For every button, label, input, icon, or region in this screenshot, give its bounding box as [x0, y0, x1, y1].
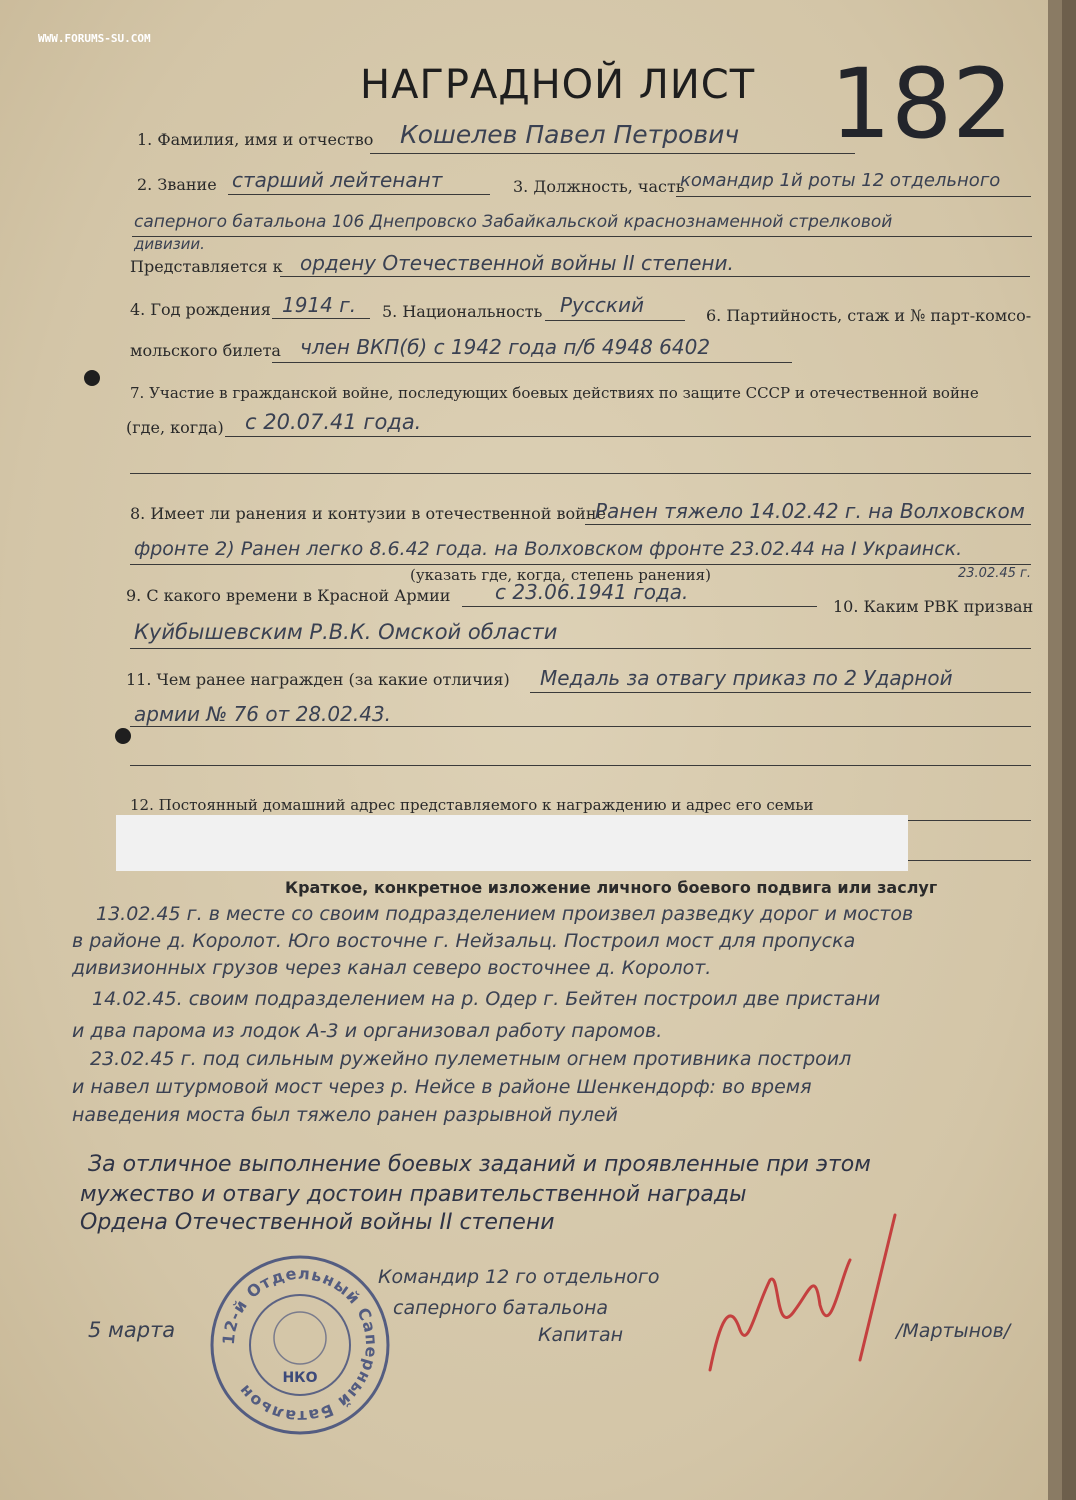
conclusion-line: мужество и отвагу достоин правительственной награды — [80, 1182, 747, 1207]
underline — [272, 362, 792, 363]
signature-line: Капитан — [538, 1324, 624, 1346]
birth-year-label: 4. Год рождения — [130, 300, 271, 319]
punch-hole — [115, 728, 131, 744]
feat-line: в районе д. Королот. Юго восточне г. Нейзальц. Построил мост для пропуска — [72, 930, 856, 952]
rvk-value: Куйбышевским Р.В.К. Омской области — [134, 620, 558, 644]
underline — [130, 726, 1031, 727]
signature-line: Командир 12 го отдельного — [378, 1266, 660, 1288]
rank-label: 2. Звание — [137, 175, 217, 194]
nationality-value: Русский — [560, 293, 644, 317]
position-value-3: дивизии. — [134, 235, 205, 253]
underline — [130, 648, 1031, 649]
unit-stamp — [205, 1250, 395, 1440]
feat-line: наведения моста был тяжело ранен разрывной пулей — [72, 1104, 618, 1126]
army-since-label: 9. С какого времени в Красной Армии — [126, 586, 451, 605]
party-value: член ВКП(б) с 1942 года п/б 4948 6402 — [300, 335, 711, 359]
wounds-label: 8. Имеет ли ранения и контузии в отечественной войне — [130, 504, 606, 523]
rank-value: старший лейтенант — [232, 168, 443, 192]
red-signature-mark — [700, 1210, 910, 1385]
underline — [228, 194, 490, 195]
rvk-label: 10. Каким РВК призван — [833, 597, 1034, 616]
birth-year-value: 1914 г. — [282, 293, 357, 317]
nationality-label: 5. Национальность — [382, 302, 543, 321]
underline — [130, 473, 1031, 474]
underline — [530, 692, 1031, 693]
underline — [585, 524, 1031, 525]
position-value-2: саперного батальона 106 Днепровско Забайкальской краснознаменной стрелковой — [134, 212, 893, 232]
surname-label: 1. Фамилия, имя и отчество — [137, 130, 374, 149]
underline — [370, 153, 855, 154]
corner-number: 182 — [830, 48, 1014, 160]
signature-line: саперного батальона — [393, 1297, 609, 1319]
underline — [130, 765, 1031, 766]
feat-line: и два парома из лодок А-3 и организовал работу паромов. — [72, 1020, 663, 1042]
wounds-value-2: фронте 2) Ранен легко 8.6.42 года. на Волховском фронте 23.02.44 на I Украинск. — [134, 538, 963, 560]
feat-line: дивизионных грузов через канал северо восточнее д. Королот. — [72, 957, 712, 979]
awards-value-2: армии № 76 от 28.02.43. — [134, 702, 392, 726]
page-edge — [1048, 0, 1062, 1500]
watermark: WWW.FORUMS-SU.COM — [38, 32, 151, 45]
party-label-2: мольского билета — [130, 341, 281, 360]
signature-date: 5 марта — [88, 1318, 176, 1342]
surname-value: Кошелев Павел Петрович — [400, 120, 740, 149]
feat-line: 14.02.45. своим подразделением на р. Одер г. Бейтен построил две пристани — [92, 988, 881, 1010]
service-label-2: (где, когда) — [126, 418, 224, 437]
underline — [908, 860, 1031, 861]
underline — [272, 318, 370, 319]
punch-hole — [84, 370, 100, 386]
wounds-note: (указать где, когда, степень ранения) — [410, 566, 711, 584]
army-since-value: с 23.06.1941 года. — [495, 580, 689, 604]
service-label: 7. Участие в гражданской войне, последующих боевых действиях по защите СССР и отечественной войне — [130, 384, 979, 402]
underline — [545, 320, 685, 321]
feat-title: Краткое, конкретное изложение личного боевого подвига или заслуг — [285, 878, 938, 897]
underline — [130, 564, 1031, 565]
feat-line: 13.02.45 г. в месте со своим подразделением произвел разведку дорог и мостов — [96, 903, 914, 925]
presented-label: Представляется к — [130, 257, 283, 276]
stamp-ring-text: 12-й Отдельный Саперный Батальон — [218, 1263, 382, 1427]
stamp-center-text: НКО — [282, 1370, 318, 1386]
wounds-value-1: Ранен тяжело 14.02.42 г. на Волховском — [595, 499, 1025, 523]
feat-line: 23.02.45 г. под сильным ружейно пулеметным огнем противника построил — [90, 1048, 852, 1070]
underline — [462, 606, 817, 607]
presented-value: ордену Отечественной войны II степени. — [300, 251, 734, 275]
page-title: НАГРАДНОЙ ЛИСТ — [360, 62, 756, 108]
conclusion-line: За отличное выполнение боевых заданий и проявленные при этом — [88, 1152, 871, 1177]
conclusion-line: Ордена Отечественной войны II степени — [80, 1210, 555, 1235]
position-value-1: командир 1й роты 12 отдельного — [680, 170, 1001, 191]
wounds-value-3: 23.02.45 г. — [958, 566, 1031, 581]
underline — [132, 236, 1032, 237]
svg-text:12-й Отдельный Саперный Баталь — [219, 1264, 381, 1426]
address-label: 12. Постоянный домашний адрес представляемого к награждению и адрес его семьи — [130, 796, 814, 814]
underline — [225, 436, 1031, 437]
signer-name: /Мартынов/ — [896, 1320, 1011, 1342]
redacted-address — [116, 815, 908, 871]
party-label: 6. Партийность, стаж и № парт-комсо- — [706, 306, 1032, 325]
feat-line: и навел штурмовой мост через р. Нейсе в районе Шенкендорф: во время — [72, 1076, 812, 1098]
service-value: с 20.07.41 года. — [245, 410, 422, 434]
awards-value-1: Медаль за отвагу приказ по 2 Ударной — [540, 666, 953, 690]
underline — [676, 196, 1031, 197]
position-label: 3. Должность, часть — [513, 177, 685, 196]
awards-label: 11. Чем ранее награжден (за какие отличия) — [126, 670, 510, 689]
underline — [280, 276, 1030, 277]
underline — [905, 820, 1031, 821]
